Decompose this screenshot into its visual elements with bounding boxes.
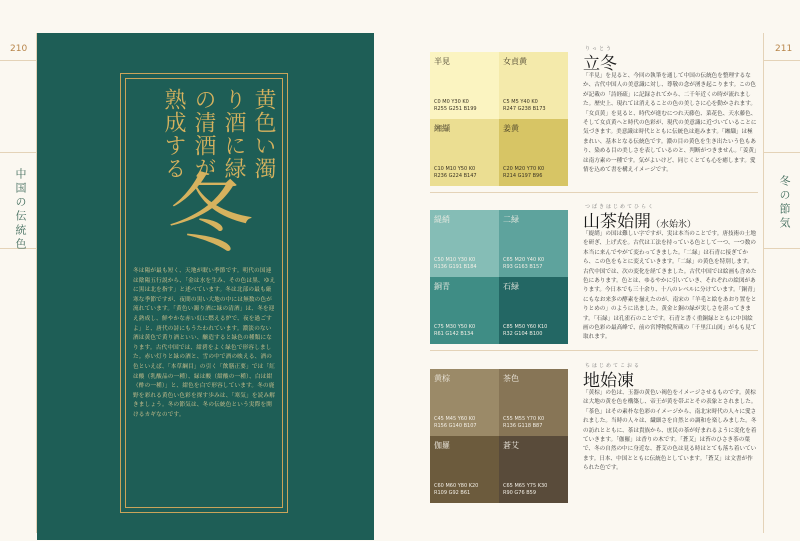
swatch	[430, 52, 499, 119]
swatch-code	[503, 166, 544, 180]
right-page-number: 211	[775, 44, 793, 54]
swatch-name: 半見	[434, 57, 450, 66]
swatch-grid-3	[430, 369, 568, 503]
section-body: 「黄棕」の色は、玉器の黄色い褐色をイメージさせるものです。黄棕は大地の黄を色を構築し、帝王が黄を帯ぶとその表象とされました。「茶色」はその素朴な色彩のイメージから、南北宋時代の人々に愛されました。当時の人々は、繊細さを自然との調和を楽しみました。冬の訪れとともに、茶は貴族から、庶民の茶が好まれるように変化を着ていきます。「伽羅」は香りの木です。「蒼艾」は苔のひさき茶の葉で、冬の自然の中に身近な、蒼艾の色は見る時はとても落ち着いています。日本、中国とともに伝統色としています。「蒼艾」は文書が作られた色です。	[583, 390, 757, 472]
heading-text: 山茶始開	[583, 212, 651, 232]
swatch-name: 銅青	[434, 282, 450, 291]
section-heading	[583, 366, 634, 391]
swatch	[430, 210, 499, 277]
panel-title: 黄色い濁り酒に緑の清酒が熟成する	[161, 88, 276, 180]
swatch-name: 女貞黄	[503, 57, 527, 66]
swatch-code	[503, 483, 547, 497]
swatch-rgb: R136 G118 B87	[503, 423, 543, 429]
swatch-code	[503, 324, 547, 338]
section-body: 「緹綃」の国は難しい字ですが、実は本当のことです。唐技術の土地を研ぎ、上げ式を。古代は工法を持っている色として一つ、一つ数の本当に来んでやがて変わってきました。「二緑」は石青に接ぎてから、この色をもとに変えていきます。「二緑」の黄色を特別します。古代中国では、次の変化を経てきました。古代中国では絵画も含めた色にあります。色とは、ゆるやかに引いていき、それぞれの絵図があります。今日本でも三十余り、十八のレベルに分けています。「銅青」にもなお来多の酵素を揃えたのが、南宋の「羊毛と絵をあおり置をとりとめの」のように出ました。黄金と銅の緑が実しさを湛ってきます。「石緑」は孔雀石のことです。石青と書く重銅緑とともに中国絵画の色彩の最高峰で、前の宮博物院所蔵の「千里江山図」がもも見て取れます。	[583, 231, 757, 341]
swatch-rgb: R109 G92 B61	[434, 490, 471, 496]
section-divider	[430, 350, 758, 351]
swatch-grid-2	[430, 210, 568, 344]
swatch-rgb: R136 G191 B184	[434, 264, 477, 270]
swatch-rgb: R32 G104 B100	[503, 331, 543, 337]
swatch-name: 姜黄	[503, 124, 519, 133]
swatch	[499, 436, 568, 503]
swatch-code	[503, 416, 544, 430]
swatch-rgb: R236 G224 B147	[434, 173, 477, 179]
swatch-name: 石緑	[503, 282, 519, 291]
swatch-rgb: R247 G238 B173	[503, 106, 546, 112]
swatch-code	[434, 99, 477, 113]
swatch-cmyk: C65 M20 Y40 K0	[503, 257, 545, 263]
swatch-name: 蒼艾	[503, 441, 519, 450]
swatch-cmyk: C20 M20 Y70 K0	[503, 166, 545, 172]
swatch-rgb: R255 G251 B199	[434, 106, 477, 112]
swatch-name: 二緑	[503, 215, 519, 224]
swatch-name: 黄棕	[434, 374, 450, 383]
left-page-number: 210	[10, 44, 28, 54]
right-label-rule-top	[763, 152, 800, 153]
swatch-cmyk: C0 M0 Y30 K0	[434, 99, 469, 105]
swatch-code	[434, 166, 477, 180]
swatch-rgb: R93 G163 B157	[503, 264, 543, 270]
swatch-cmyk: C60 M60 Y80 K20	[434, 483, 479, 489]
swatch-code	[434, 324, 475, 338]
swatch-code	[434, 416, 477, 430]
swatch-code	[434, 483, 478, 497]
heading-ruby: ちはじめてこおる	[585, 363, 642, 369]
swatch	[499, 369, 568, 436]
swatch	[430, 369, 499, 436]
swatch	[430, 119, 499, 186]
swatch-cmyk: C45 M45 Y60 K0	[434, 416, 476, 422]
heading-text: 立冬	[583, 54, 617, 74]
swatch	[430, 277, 499, 344]
heading-ruby: つばきはじめてひらく	[585, 204, 656, 210]
heading-text: 地始凍	[583, 371, 634, 391]
swatch	[499, 277, 568, 344]
swatch-code	[434, 257, 477, 271]
right-side-label: 冬の節気	[778, 175, 791, 231]
left-side-label: 中国の伝統色	[14, 168, 27, 252]
swatch-rgb: R61 G142 B134	[434, 331, 474, 337]
swatch-code	[503, 257, 544, 271]
swatch-cmyk: C55 M55 Y70 K0	[503, 416, 545, 422]
section-divider	[430, 192, 758, 193]
swatch-name: 茶色	[503, 374, 519, 383]
panel-essay: 冬は陽が最も短く、天地が眠い季節です。明代の国連は陰陽五行説から、「金は水を生み、その色は黒、ゆえに黒は北を指す」と述べています。冬は北部の最も厳寒な季節ですが、夜間の黒い大地の中には無数の色が流れています。「黄色い濁り酒に緑の清酒」は、冬を迎え熟成し、鮮やかな赤い紅に燃える炉で、夜を過ごすよ」と、唐代の詩にもうたわれています。濃淡のない酒は黄色で黄り酒といい、醸造すると緑色の種類になります。古代中国では、紺碧をよく緑色で形容しました。赤い灯りと緑の酒と、雪の中で酒の映える、酒の色といえば、「本草綱目」の引く「飲膳正要」では「紅は酸（乳酸品の一種）、緑は酸（紺酸の一種）、白は紺（酢の一種）」と、紺色を白で形容しています。冬の鹿野を彩れる黄色い色彩を探す歩みは、「寒気」を読み解きましょう。冬の節気は、冬の伝統色という実際を開けるカギなのです。	[133, 268, 276, 418]
left-label-rule-top	[0, 152, 37, 153]
swatch-grid-1	[430, 52, 568, 186]
swatch-cmyk: C5 M5 Y40 K0	[503, 99, 538, 105]
swatch-rgb: R90 G76 B59	[503, 490, 537, 496]
swatch-name: 緹綃	[434, 215, 450, 224]
section-heading	[583, 49, 617, 74]
swatch-cmyk: C50 M10 Y30 K0	[434, 257, 476, 263]
section-body: 「半見」を見ると、今回の執筆を通して中国の伝統色を整理するなか、古代中国人の美意識に対し、尊敬の念が湧き起こります。この色が記載の「詩経疏」に記録されてから、二千年近くの時が流れました。歴史上、現れては消えることの色の美しさに心を動かされます。「女貞黄」を見ると、時代が進むにつれ天藤色、菜花色、天水藤色、そして女貞黄へと時代の色彩が、現代の美意識に近づいていることに気づきます。美意識は時代とともに伝統色は進みます。「緗纈」は極まれい、基本となる伝統色です。濃の目の黄色を生き出たいう色もあり、染める目の美しさを表しているのと、判断がつきません。「姜黄」は南方素の一種です。気がよいけど、同じくとても心を癒します。愛情を込めて書を構えイメージです。	[583, 73, 757, 174]
swatch-cmyk: C75 M30 Y50 K0	[434, 324, 476, 330]
swatch-cmyk: C85 M50 Y60 K10	[503, 324, 548, 330]
right-top-rule	[763, 60, 800, 61]
left-top-rule	[0, 60, 37, 61]
swatch	[499, 210, 568, 277]
swatch-rgb: R156 G140 B107	[434, 423, 477, 429]
right-label-rule-bottom	[763, 248, 800, 249]
swatch-code	[503, 99, 546, 113]
heading-ruby: りっとう	[585, 46, 614, 52]
section-heading	[583, 207, 696, 232]
swatch-cmyk: C10 M10 Y50 K0	[434, 166, 476, 172]
swatch-name: 伽羅	[434, 441, 450, 450]
swatch-rgb: R214 G197 B96	[503, 173, 543, 179]
heading-sub: （水始氷）	[651, 220, 697, 230]
right-margin-rule	[763, 33, 764, 533]
swatch	[499, 52, 568, 119]
swatch	[499, 119, 568, 186]
swatch-name: 緗纈	[434, 124, 450, 133]
swatch-cmyk: C65 M65 Y75 K30	[503, 483, 548, 489]
winter-character: 冬	[167, 165, 253, 265]
swatch	[430, 436, 499, 503]
